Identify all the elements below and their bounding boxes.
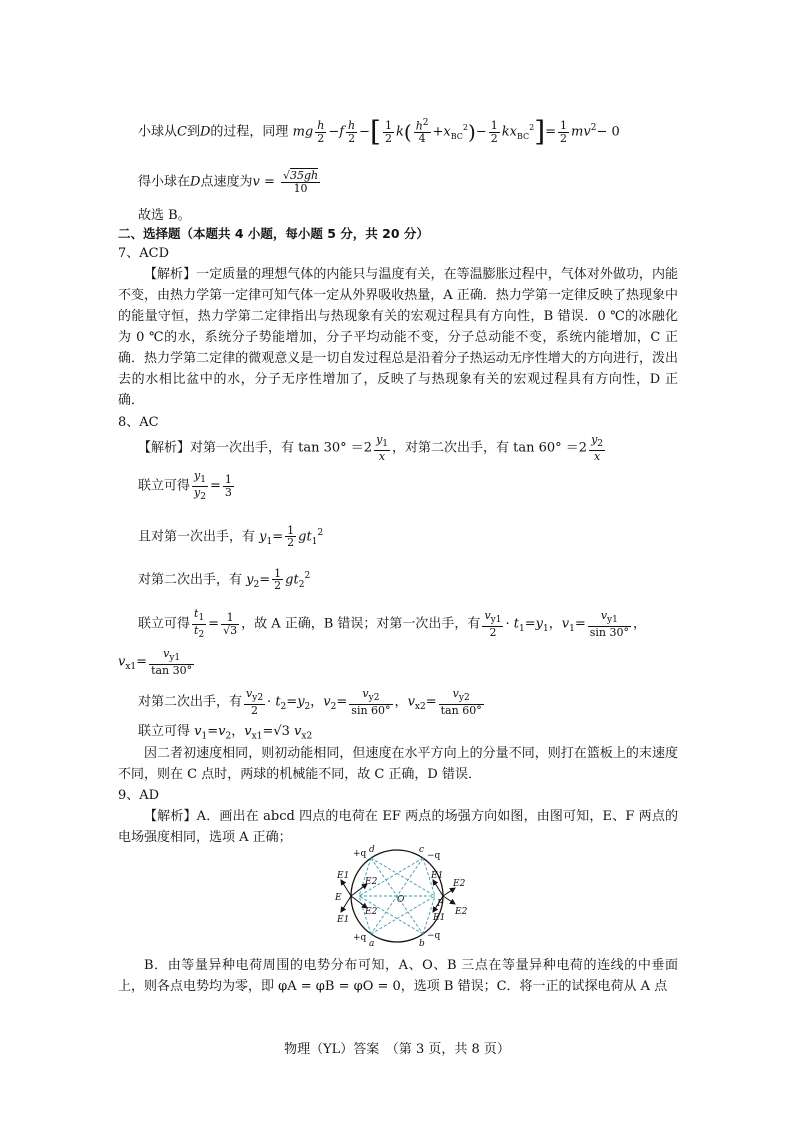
fraction: $\frac{1}{2}$ [287, 523, 295, 550]
q8-line1 [138, 434, 607, 462]
label-e1-tl: E1 [337, 871, 350, 881]
point-c: C [177, 124, 187, 140]
fraction: $\frac{v_{y1}}{\tan 30^\circ}$ [151, 647, 193, 677]
fraction: $\frac{v_{y2}}{\sin 60^\circ}$ [351, 687, 391, 717]
text: 对第二次出手，有 [138, 694, 243, 710]
fraction: $\frac{v_{y2}}{2}$ [246, 687, 264, 717]
q8-line4: 对第二次出手，有 $y_2=$ $\frac{1}{2}$ $gt_2^2$ [138, 566, 311, 593]
label-plus-q-top: +q [353, 849, 367, 859]
tan60: tan 60° [440, 703, 482, 717]
energy-equation-line: 小球从C到D的过程，同理 mg $\frac{h}{2}$ −f $\frac{h}{2}$ −[ $\frac{1}{2}$ k( $\frac{h^2}{4}$ $+x_{BC}^2)-$ $\frac{1}{2}$ $kx_{BC}^2]=$ $\frac{1}{2}$ $mv^2- 0$ [138, 115, 620, 148]
fraction: $\frac{1}{2}$ [384, 118, 392, 145]
fraction: $\frac{h^2}{4}$ [415, 118, 429, 146]
section-heading: 二、选择题（本题共 4 小题，每小题 5 分，共 20 分） [118, 226, 429, 241]
q9-line2: B．由等量异种电荷周围的电势分布可知，A、O、B 三点在等量异种电荷的连线的中垂面上，则各点电势均为零，即 φA = φB = φO = 0，选项 B 错误；C．将一正的试探电荷从 A 点 [118, 958, 678, 994]
fraction: $\frac{y_1}{x}$ [376, 433, 389, 463]
label-o: O [397, 895, 405, 905]
choose-b: 故选 B。 [138, 208, 191, 223]
text: ，故 A 正确，B 错误；对第一次出手，有 [241, 616, 481, 632]
text: 的过程，同理 [210, 124, 289, 140]
label-a: a [369, 939, 375, 949]
label-c: c [419, 845, 425, 855]
velocity-line: 得小球在D点速度为v = $\frac{√35gh}{10}$ [138, 169, 319, 195]
q9-line1: 【解析】A．画出在 abcd 四点的电荷在 EF 两点的场强方向如图，由图可知，E、F 两点的电场强度相同，选项 A 正确； [118, 809, 678, 845]
text: 小球从 [138, 124, 178, 140]
label-e1-r: E1 [433, 913, 446, 923]
label-b: b [419, 939, 425, 949]
page-footer: 物理（YL）答案 （第 3 页，共 8 页） [284, 1042, 510, 1057]
fraction: $\frac{t_1}{t_2}$ [194, 607, 205, 640]
fraction: $\frac{h}{2}$ [317, 118, 325, 145]
text: 联立可得 [138, 724, 191, 739]
fraction: $\frac{1}{2}$ [490, 118, 498, 145]
v-numerator: 35gh [290, 169, 319, 182]
fraction: $\frac{h}{2}$ [348, 118, 356, 145]
label-d: d [369, 845, 375, 855]
v-denominator: 10 [281, 182, 320, 195]
tan30: tan 30° [151, 663, 193, 677]
label-e1-bl: E1 [337, 915, 350, 925]
text: 【解析】对第一次出手，有 tan 30° ＝2 [138, 440, 373, 456]
label-e2-tl: E2 [365, 877, 378, 887]
fraction: $\frac{v_{y1}}{\sin 30^\circ}$ [589, 609, 629, 639]
point-d: D [190, 174, 201, 190]
q8-line5: 联立可得 $\frac{t_1}{t_2}$ = $\frac{1}{√3}$ ，故 A 正确，B 错误；对第一次出手，有 $\frac{v_{y1}}{2}$ · $t_1=y_1$，$v_1=$ $\frac{v_{y1}}{\sin 30^\circ}$ ， [138, 607, 646, 640]
q8-conclusion: 因二者初速度相同，则初动能相同，但速度在水平方向上的分量不同，则打在篮板上的末速度不同，则在 C 点时，两球的机械能不同，故 C 正确，D 错误． [118, 746, 678, 782]
label-minus-q-bot: −q [427, 931, 441, 941]
label-e2-bl: E2 [365, 907, 378, 917]
fraction: $\frac{y_1}{y_2}$ [194, 469, 206, 502]
sin30: sin 30° [589, 625, 629, 639]
fraction: $\frac{v_{y2}}{\tan 60^\circ}$ [440, 687, 482, 717]
fraction: $\frac{v_{y1}}{2}$ [484, 609, 502, 639]
text: 得小球在 [138, 174, 191, 190]
q8-line6: 对第二次出手，有 $\frac{v_{y2}}{2}$ · $t_2=y_2$，$v_2=$ $\frac{v_{y2}}{\sin 60^\circ}$ ，$v_{x2}=$ $\frac{v_{y2}}{\tan 60^\circ}$ [138, 687, 482, 717]
q8-line2: 联立可得 $\frac{y_1}{y_2}$ = $\frac{1}{3}$ [138, 469, 232, 502]
diagram-labels [334, 845, 468, 949]
text: 联立可得 [138, 616, 191, 632]
fraction: $\frac{1}{√3}$ [223, 611, 238, 637]
text: 对第二次出手，有 [138, 572, 243, 588]
field-diagram [325, 840, 469, 950]
q9-label: 9、AD [118, 788, 160, 803]
q8-line5b: $v_{x1}=$ $\frac{v_{y1}}{\tan 30^\circ}$ [118, 647, 193, 677]
label-minus-q-top: −q [427, 851, 441, 861]
fraction: $\frac{1}{2}$ [274, 566, 282, 593]
text: 点速度为 [200, 174, 253, 190]
q8-line7: 联立可得 $v_1=v_2$，$v_{x1}=√3$ $v_{x2}$ [138, 724, 313, 742]
q8-label: 8、AC [118, 415, 159, 430]
label-e2-r: E2 [455, 907, 468, 917]
q7-label: 7、ACD [118, 246, 170, 261]
label-e: E [335, 893, 342, 903]
text: ，对第二次出手，有 tan 60° ＝2 [392, 440, 588, 456]
text: 到 [186, 124, 200, 140]
label-e1-tr: E1 [431, 871, 444, 881]
label-e2-tr: E2 [453, 879, 466, 889]
sin60: sin 60° [351, 703, 391, 717]
text: 联立可得 [138, 478, 191, 494]
label-plus-q-bot: +q [353, 933, 367, 943]
label-f: F [437, 899, 444, 909]
point-d: D [199, 124, 211, 140]
q7-explanation: 【解析】一定质量的理想气体的内能只与温度有关，在等温膨胀过程中，气体对外做功，内能不变，由热力学第一定律可知气体一定从外界吸收热量，A 正确．热力学第一定律反映了热现象中的能量守恒，热力学第二定律指出与热现象有关的宏观过程具有方向性，B 错误．0 ℃的冰融化为 0 ℃的水，系统分子势能增加，分子平均动能不变，分子总动能不变，系统内能增加，C 正确．热力学第二定律的微观意义是一切自发过程总是沿着分子热运动无序性增大的方向进行，泼出去的水相比盆中的水，分子无序性增加了，反映了与热现象有关的宏观过程具有方向性，D 正确． [118, 267, 678, 408]
text: 且对第一次出手，有 [138, 529, 256, 545]
formula: mg [292, 124, 314, 140]
velocity-fraction: $\frac{√35gh}{10}$ [283, 169, 319, 195]
q8-line3: 且对第一次出手，有 $y_1=$ $\frac{1}{2}$ $gt_1^2$ [138, 523, 324, 550]
fraction: $\frac{1}{2}$ [560, 118, 568, 145]
fraction: $\frac{1}{3}$ [224, 473, 232, 499]
fraction: $\frac{y_2}{x}$ [591, 433, 604, 463]
